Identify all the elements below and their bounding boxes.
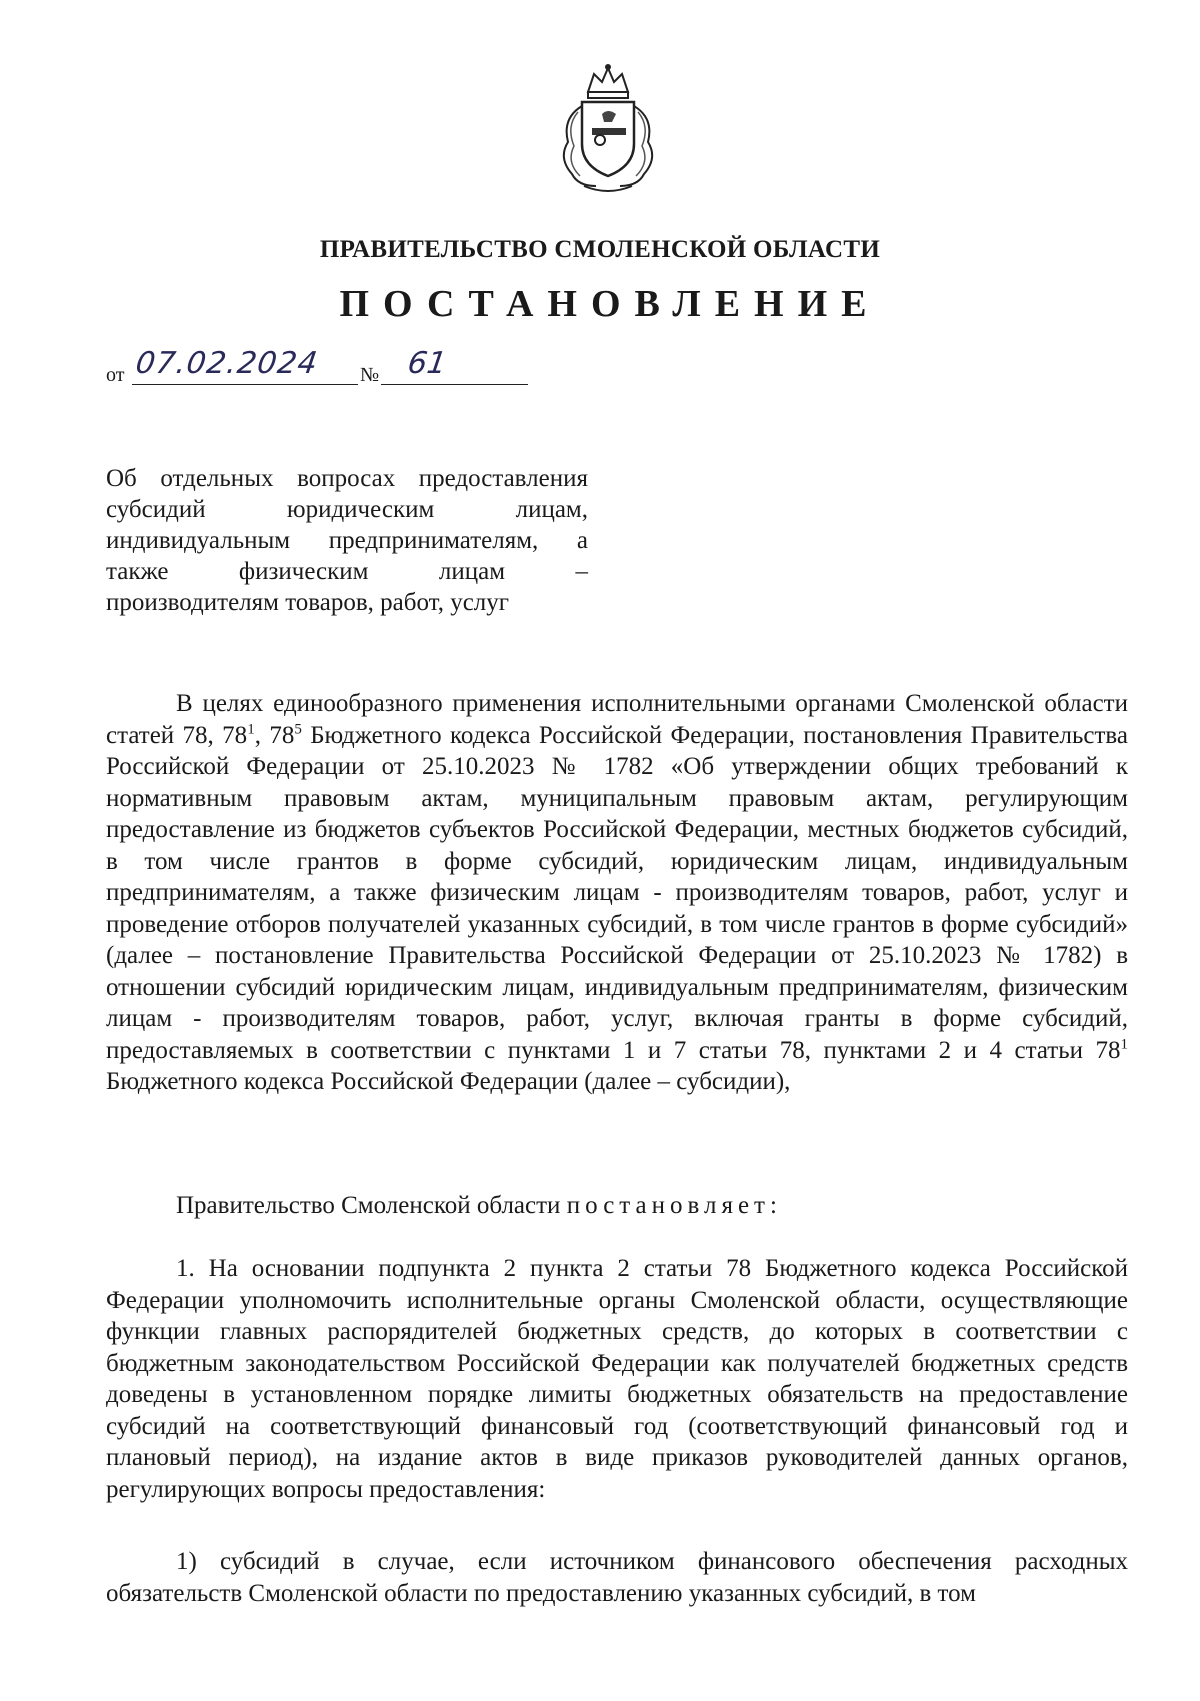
resolves-word: постановляет: bbox=[566, 1192, 782, 1219]
preamble-text: , 78 bbox=[254, 721, 295, 749]
handwritten-number: 61 bbox=[405, 346, 449, 381]
document-type: ПОСТАНОВЛЕНИЕ bbox=[339, 283, 881, 325]
item-1-1-paragraph bbox=[106, 1546, 1128, 1609]
document-subject bbox=[106, 463, 588, 618]
superscript: 1 bbox=[1120, 1036, 1128, 1053]
subject-line: субсидий юридическим лицам, bbox=[106, 496, 588, 523]
preamble-paragraph bbox=[106, 688, 1128, 1098]
handwritten-date: 07.02.2024 bbox=[133, 346, 321, 381]
superscript: 5 bbox=[294, 721, 302, 738]
resolves-paragraph bbox=[106, 1190, 1128, 1222]
subject-line: производителям товаров, работ, услуг bbox=[106, 589, 510, 616]
preamble-text: Бюджетного кодекса Российской Федерации, постановления Правительства Российской Федерации от 25.10.2023 № 1782 «Об утверждении общих требований к нормативным правовым актам, муниципальным правовым актам, регулирующим предоставление из бюджетов субъектов Российской Федерации, местных бюджетов субсидий, в том числе грантов в форме субсидий, юридическим лицам, индивидуальным предпринимателям, а также физическим лицам - производителям товаров, работ, услуг и проведение отборов получателей указанных субсидий, в том числе грантов в форме субсидий» (далее – постановление Правительства Российской Федерации от 25.10.2023 № 1782) в отношении субсидий юридическим лицам, индивидуальным предпринимателям, физическим лицам - производителям товаров, работ, услуг, включая гранты в форме субсидий, предоставляемых в соответствии с пунктами 1 и 7 статьи 78, пунктами 2 и 4 статьи 78 bbox=[106, 721, 1129, 1064]
organization-title: ПРАВИТЕЛЬСТВО СМОЛЕНСКОЙ ОБЛАСТИ bbox=[319, 236, 881, 263]
date-prefix: от bbox=[106, 364, 125, 386]
number-label: № bbox=[360, 364, 380, 386]
item-1-text: 1. На основании подпункта 2 пункта 2 статьи 78 Бюджетного кодекса Российской Федерации уполномочить исполнительные органы Смоленской области, осуществляющие функции главных распорядителей бюджетных средств, до которых в соответствии с бюджетным законодательством Российской Федерации как получателей бюджетных средств доведены в установленном порядке лимиты бюджетных обязательств на предоставление субсидий на соответствующий финансовый год (соответствующий финансовый год и плановый период), на издание актов в виде приказов руководителей данных органов, регулирующих вопросы предоставления: bbox=[106, 1255, 1128, 1503]
subject-line: индивидуальным предпринимателям, а bbox=[106, 527, 588, 554]
preamble-text: В целях единообразного применения исполнительными органами Смоленской области статей 78, 78 bbox=[106, 690, 1128, 749]
subject-line: Об отдельных вопросах предоставления bbox=[106, 465, 588, 492]
superscript: 1 bbox=[247, 721, 255, 738]
number-field bbox=[388, 346, 528, 385]
item-1-paragraph bbox=[106, 1253, 1128, 1505]
preamble-text: Бюджетного кодекса Российской Федерации (далее – субсидии), bbox=[106, 1068, 791, 1095]
smolensk-coat-of-arms-icon bbox=[548, 62, 668, 197]
resolves-text: Правительство Смоленской области bbox=[176, 1192, 561, 1219]
date-number-line bbox=[106, 346, 546, 390]
item-1-1-text: 1) субсидий в случае, если источником финансового обеспечения расходных обязательств Смоленской области по предоставлению указанных субсидий, в том bbox=[106, 1548, 1128, 1607]
subject-line: также физическим лицам – bbox=[106, 558, 588, 585]
